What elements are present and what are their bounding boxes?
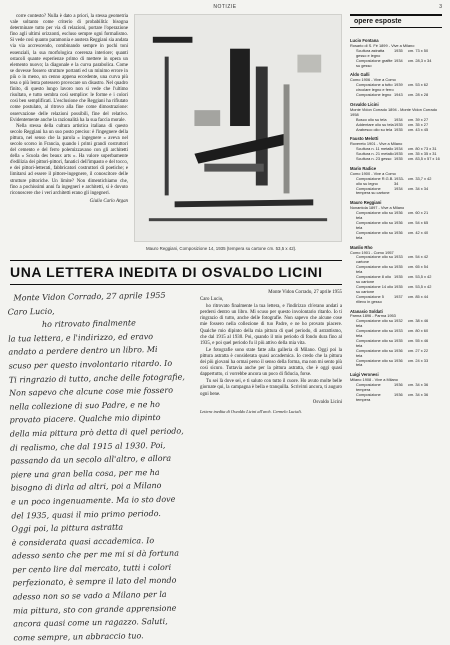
handwritten-line: ancora quasi come un ragazzo. Saluti, (13, 617, 168, 629)
artist-entry (350, 103, 442, 132)
work-row (350, 59, 442, 69)
work-title: Composizione R.G.B. olio su legno (356, 175, 394, 186)
handwritten-line: della mia pittura prò detta di quel periodo, (9, 426, 184, 439)
work-year: 1932 (394, 318, 403, 324)
work-year: 1939 (394, 82, 403, 88)
work-row (350, 231, 442, 241)
work-title: Composizione olio su tela (356, 328, 393, 339)
work-title: Composizione 8 olio su cartone (356, 274, 392, 284)
artist-entry (350, 167, 442, 196)
work-row (350, 295, 442, 305)
transcription-signature: Osvaldo Licini (312, 399, 342, 405)
artist-entry (350, 310, 442, 369)
work-dimensions: cm. 54 x 42 (408, 254, 429, 260)
handwritten-line: scuso per questo involontario ritardo. Io (8, 358, 173, 371)
work-year: 1935 (394, 151, 403, 157)
handwritten-line: adesso non so se vado a Milano per la (12, 589, 167, 602)
work-dimensions: cm. 33,7 x 42 (408, 175, 432, 181)
opere-title: opere esposte (350, 14, 442, 28)
work-dimensions: cm. 35 x 27 (408, 121, 429, 127)
work-title: Scultura astratta gesso e legno (356, 47, 385, 58)
work-year: 1933 (394, 328, 403, 334)
work-title: Composizione olio su tela (356, 347, 393, 358)
artist-name: Fausto Melotti (350, 136, 379, 142)
handwritten-line: la tua lettera, e l'indirizzo, ed eravo (8, 331, 154, 344)
work-title: Composizione olio su cartone (356, 254, 393, 265)
artist-name: Osvaldo Licini (350, 101, 379, 107)
work-title: Composizione 14 olio su cartone (356, 283, 394, 294)
work-dimensions: cm. 34 x 36 (408, 382, 429, 388)
handwritten-line: del 1935, quasi il mio primo periodo. (11, 508, 161, 521)
artist-info: Como 1906 - Vive a Como (350, 77, 396, 83)
artist-entry (350, 137, 442, 162)
handwritten-line: bisogno di dirla ad altri, poi a Milano (10, 481, 162, 493)
work-title: Composizione olio su tela (356, 210, 393, 221)
artist-entry (350, 201, 442, 240)
work-dimensions: cm. 60 x 21 (408, 210, 429, 216)
work-title: Composizione olio su tela (356, 220, 393, 230)
work-title: Composizione legno (356, 92, 392, 98)
handwritten-line: per cento lire dal mercato, tutti i colori (12, 562, 172, 575)
work-title: Composizione a tutto circolare legno e ferro (356, 82, 394, 93)
work-dimensions: cm. 83,5 x 57 x 16 (408, 156, 440, 162)
work-title: Composizione tempera su cartone (356, 185, 390, 196)
work-title: Composizione grafite su gesso (356, 57, 393, 68)
handwritten-line: Monte Vidon Corrado, 27 aprile 1955 (13, 290, 166, 303)
artist-name: Mauro Reggiani (350, 200, 382, 206)
artist-name: Atanasio Soldati (350, 308, 383, 314)
work-year: 1935 (394, 283, 403, 289)
headline-rule-top (10, 260, 342, 261)
work-row (350, 393, 442, 403)
work-row (350, 128, 442, 133)
handwritten-line: provato piacere. Qualche mio dipinto (9, 413, 161, 425)
headline-rule-bottom (10, 284, 342, 285)
opere-list (350, 34, 442, 403)
handwritten-line: passando da un secolo all'altro, e allora (10, 453, 172, 466)
work-title: Scultura n. 21 metallo (356, 151, 394, 157)
transcription-paragraph: Tu sei là dove sei, e ti saluto con tutto il cuore. Ho avuto molte belle giornate qui, la campagna è bella e tranquilla. Scrivimi ancora, ti auguro ogni bene. (200, 379, 342, 397)
artist-info: Parma 1896 - Parma 1953 (350, 313, 396, 319)
article-paragraph: Nella stessa della cultura artistica italiana di questo secolo Reggiani ha un suo posto preciso: è l'ingegnere della pittura, nel senso che la parola « ingegnere » aveva nel secolo scorso in Francia, quando i primi grandi costruttori del cemento e del ferro polemizzavano con gli architetti della « Scuola des beaux arts ». Ha valore superbamente d'edilizia dei pittori-pittori, fanatici dell'impasto e del tocco, e dei pittori-letterati, fabbricatori costruttori di poetiche; e limitarsi ad essere il pittore-ingegnere, il conoscitore delle strutture pittoriche. Un limite? Non dimentichiamo che, fino a pochissimi anni fa ingegneri e architetti, si è dovuto riconoscere che i veri architetti erano gli ingegneri. (10, 123, 128, 196)
handwritten-line: e un poco ingenuamente. Ma io sto dove (10, 494, 176, 507)
handwritten-line: ho ritrovato finalmente (41, 318, 136, 330)
work-title: Scultura n. 11 metallo (356, 146, 394, 152)
painting-caption: Mauro Reggiani, Composizione 14, 1935 (tempera su cartone cm. 53,5 x 42). (146, 246, 297, 251)
work-year: 1935 (394, 156, 403, 162)
work-dimensions: cm. 43 x 45 (408, 126, 429, 132)
work-title: Composizione tempera (356, 382, 381, 393)
work-dimensions: cm. 80 x 60 (408, 328, 429, 334)
section-header: NOTIZIE (213, 4, 237, 10)
work-title: Composizione olio su tela (356, 357, 393, 368)
work-year: 1933 (394, 254, 403, 260)
transcription-greeting: Caro Lucio, (200, 297, 224, 303)
work-year: 1936 (394, 229, 403, 235)
handwritten-line: nella collezione di suo Padre, e ne ho (9, 399, 160, 412)
work-dimensions: cm. 38 x 46 (408, 318, 429, 324)
work-row (350, 359, 442, 369)
artist-entry (350, 373, 442, 402)
artist-info: Como 1901 - Como 1957 (350, 249, 394, 255)
handwritten-line: adesso sento che per me mi si dà fortuna (11, 548, 180, 561)
painting-image (134, 14, 342, 242)
handwritten-line: come sempre, un abbraccio tuo. (13, 631, 144, 643)
work-dimensions: cm. 42 x 40 (408, 229, 429, 235)
work-year: 1935 (394, 274, 403, 280)
artist-info: Rovereto 1901 - Vive a Milano (350, 141, 403, 147)
handwritten-line: Non sapevo che alcune cose mie fossero (9, 385, 174, 398)
artist-name: Lucio Fontana (350, 38, 379, 43)
handwritten-line: Oggi poi, la pittura astratta (11, 522, 124, 534)
article-paragraph: corre contesto? Nulla è dato a priori, la stessa geometria vale soltanto come criterio di probabilità: bisogna determinare tutto per via di relazioni, portare l'operazione fino agli ultimi orizzonti, escluso sempre ogni formalismo. Si vede così quanto paramonia e austera Reggiani sia andata via via accrescendo, combinando sempre in pochi toni essenziali, la sua morfologica coerenza interiore; quanti ostacoli quante esperienze primo di mettere in opera un elemento nuovo; la diagonale e la curva parabolica. Come se dovesse fossero strutture portanti ed un minimo errore in più o in meno, un cenno appena eccedente, una curva più tesa o più lenta potessero provocare un disastro. Nel quadro finito, di questo lungo lavoro non si vede che l'ultimo risultato, e tutto sembra così semplice: le forme e i colori così ben semplificati. L'esclusione che Reggiani ha rifiutato come postulato, al ritrovo alla fine come dimostrazione: osservazione delle relazioni possibili, fine del relativo. Evidentemente anche la razionalità ha la sua faccia morale. (10, 14, 129, 123)
artist-name: Aldo Galli (350, 72, 370, 78)
work-dimensions: cm. 27 x 22 (408, 347, 429, 353)
work-title: Scultura n. 23 gesso (356, 156, 392, 162)
work-year: 1933-34 (394, 175, 404, 186)
transcription-note: Lettera inedita di Osvaldo Licini all'arch. Cermelo Luciali. (200, 408, 302, 414)
artist-info: Milano 1908 - Vive a Milano (350, 377, 398, 383)
work-title: Composizione tempera (356, 392, 381, 402)
work-dimensions: cm. 34 x 34 (408, 185, 429, 191)
handwritten-line: piere una gran bella cosa, per me ha (10, 467, 160, 480)
handwritten-line: mia pittura, sto con grande apprensione (12, 603, 177, 616)
work-title: Composizione olio su tela (356, 229, 393, 240)
work-title: Addentare olio su tela (356, 121, 394, 127)
handwritten-letter (7, 288, 192, 643)
work-year: 1936 (394, 392, 403, 397)
work-year: 1943 (394, 92, 403, 98)
handwritten-line: Caro Lucio, (7, 306, 55, 317)
work-dimensions: cm. 53 x 62 (408, 82, 429, 88)
work-year: 1935 (394, 126, 403, 132)
artist-entry (350, 73, 442, 98)
work-dimensions: cm. 54 x 65 (408, 220, 429, 225)
artist-name: Luigi Veronesi (350, 372, 379, 378)
handwritten-line: Ti ringrazio di tutto, anche delle fotografie, (8, 372, 185, 385)
artist-entry (350, 39, 442, 68)
work-year: 1936 (394, 382, 403, 388)
work-dimensions: cm. 53,5 x 42 (408, 283, 432, 289)
letter-headline: UNA LETTERA INEDITA DI OSVALDO LICINI (10, 264, 323, 280)
artist-name: Mario Radice (350, 165, 377, 171)
artist-info: Como 1900 - Vive a Como (350, 170, 396, 176)
handwritten-line: di realismo, che dal 1915 al 1930. Poi, (10, 440, 166, 453)
work-row (350, 157, 442, 162)
work-year: 1935 (394, 47, 403, 53)
work-dimensions: cm. 65 x 54 (408, 264, 429, 270)
artist-entry (350, 246, 442, 305)
work-year: 1937 (394, 293, 403, 299)
work-dimensions: cm. 80 x 73 x 31 (408, 146, 437, 152)
work-year: 1936 (394, 210, 403, 216)
work-title: Bosco olio su tela (356, 116, 387, 122)
article-column-left (10, 14, 128, 205)
work-dimensions: cm. 55 x 46 (408, 337, 429, 343)
work-row (350, 187, 442, 197)
transcription-paragraph: Le fotografie sono state fatte alla galleria di Milano. Oggi poi la pittura astratta è considerata quasi accademica. Io credo che la pittura dei più giovani ha ormai perso il senso della forma, ma non mi sento più così sicuro. Tuttavia anche per la pittura astratta, che è oggi quasi dappertutto, ci vorrebbe ancora un poco di fiducia, forse. (200, 347, 342, 378)
handwritten-line: perfezionato, è sempre il lato del mondo (12, 576, 177, 589)
work-title: Composizione olio su tela (356, 337, 393, 348)
work-title: Composizione olio su tela (356, 318, 393, 329)
work-year: 1934 (394, 146, 403, 152)
artist-info: Rosario di S. Fé 1899 - Vive a Milano (350, 42, 415, 48)
artist-info: Monte Vidon Corrado 1894 - Monte Vidon Corrado 1958 (350, 106, 438, 117)
artist-info: Nonantola 1897 - Vive a Milano (350, 205, 405, 211)
handwritten-line: è considerata quasi accademica. Io (11, 535, 155, 548)
work-dimensions: cm. 24 x 33 (408, 357, 429, 363)
page-number: 3 (439, 4, 442, 10)
letter-transcription (200, 290, 342, 416)
work-row (350, 93, 442, 98)
work-year: 1935 (394, 121, 403, 127)
work-dimensions: cm. 28 x 28 (408, 92, 429, 98)
work-title: Arabesco olio su tela (356, 126, 393, 132)
work-dimensions: cm. 34 x 36 (408, 392, 429, 397)
article-signature: Giulio Carlo Argan (89, 198, 128, 204)
artist-name: Manlio Rho (350, 244, 373, 250)
painting-svg (135, 15, 341, 241)
transcription-paragraph: ho ritrovato finalmente la tua lettera, e l'indirizzo ch'erano andati a perdersi dentro un libro. Mi scuso per questo involontario ritardo. Io ti ringrazio di tutto, anche delle fotografie. Non sapevo che alcune cose mie fossero nella collezione di tuo Padre, e ne ho provato piacere. Qualche mio dipinto della mia pittura di quel periodo, di astrattismo, che dal 1915 al 1930. Poi, quando il mio periodo di fondo dura fino al 1935, e poi quel periodo fu il più attivo della mia vita. (200, 304, 342, 346)
work-year: 1935 (394, 337, 403, 343)
handwritten-line: andato a perdere dentro un libro. Mi (8, 345, 158, 357)
work-year: 1934 (394, 185, 403, 191)
work-dimensions: cm. 39 x 27 (408, 116, 429, 122)
work-dimensions: cm. 28,3 x 34 (408, 57, 432, 63)
transcription-date: Monte Vidon Corrado, 27 aprile 1955 (268, 290, 342, 295)
work-year: 1934 (394, 57, 403, 63)
work-dimensions: cm. 73 x 50 (408, 47, 429, 53)
work-year: 1935 (394, 264, 403, 270)
work-year: 1936 (394, 357, 403, 363)
work-dimensions: cm. 53,5 x 42 (408, 274, 432, 280)
work-title: Composizione olio su tela (356, 264, 393, 275)
work-title: Composizione 5 rilievo in gesso (356, 293, 384, 304)
work-year: 1934 (394, 116, 403, 122)
work-year: 1936 (394, 220, 403, 225)
work-dimensions: cm. 85 x 44 (408, 293, 429, 299)
work-year: 1936 (394, 347, 403, 353)
work-dimensions: cm. 35 x 35 x 31 (408, 151, 437, 157)
